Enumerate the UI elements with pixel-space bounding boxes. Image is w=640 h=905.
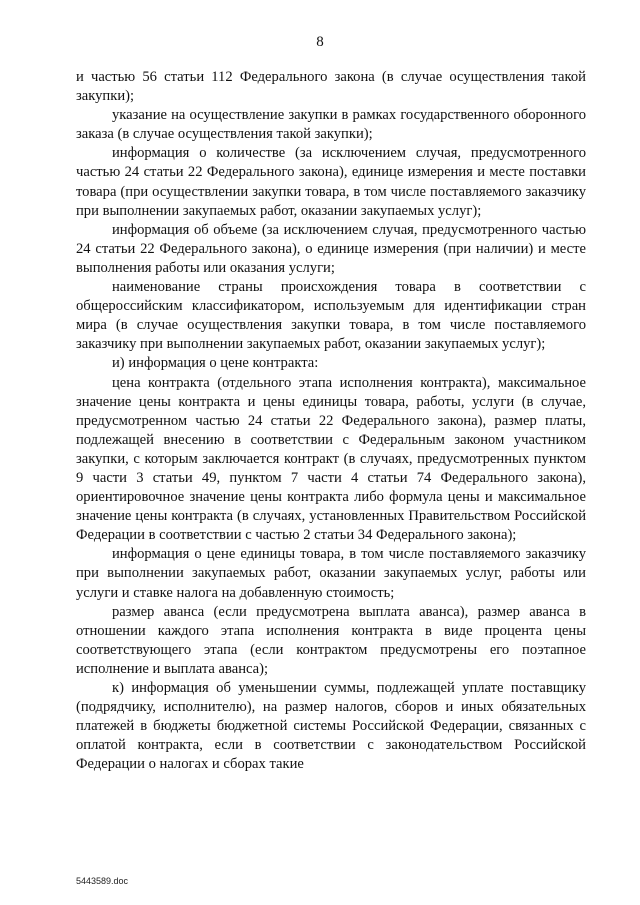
paragraph: информация о цене единицы товара, в том числе поставляемого заказчику при выполнении закупаемых работ, оказании закупаемых услуг, работы или услуги и ставке налога на добавленную стоимость;: [76, 546, 586, 601]
paragraph: и) информация о цене контракта:: [112, 355, 319, 372]
paragraph: цена контракта (отдельного этапа исполнения контракта), максимальное значение цены контракта и цены единицы товара, работы, услуги (в случае, предусмотренном частью 24 статьи 22 Федерального закона), размер платы, подлежащей внесению в соответствии с Федеральным законом участником закупки, с которым заключается контракт (в случаях, предусмотренных пунктом 9 части 3 статьи 49, пунктом 7 части 4 статьи 74 Федерального закона), ориентировочное значение цены контракта либо формула цены и максимальное значение цены контракта (в случаях, установленных Правительством Российской Федерации в соответствии с частью 2 статьи 34 Федерального закона);: [76, 374, 586, 544]
paragraph: информация об объеме (за исключением случая, предусмотренного частью 24 статьи 22 Федерального закона), о единице измерения (при наличии) и месте выполнения работы или оказания услуги;: [76, 221, 586, 276]
paragraph: и частью 56 статьи 112 Федерального закона (в случае осуществления такой закупки);: [76, 69, 586, 105]
paragraph: указание на осуществление закупки в рамках государственного оборонного заказа (в случае осуществления такой закупки);: [76, 107, 586, 143]
footer-filename: 5443589.doc: [76, 876, 129, 886]
paragraph: информация о количестве (за исключением случая, предусмотренного частью 24 статьи 22 Федерального закона), единице измерения и месте поставки товара (при осуществлении закупки товара, в том числе поставляемого заказчику при выполнении закупаемых работ, оказании закупаемых услуг);: [76, 145, 586, 219]
paragraph: к) информация об уменьшении суммы, подлежащей уплате поставщику (подрядчику, исполнителю), на размер налогов, сборов и иных обязательных платежей в бюджеты бюджетной системы Российской Федерации, связанных с оплатой контракта, если в соответствии с законодательством Российской Федерации о налогах и сборах такие: [76, 680, 586, 773]
paragraph: наименование страны происхождения товара в соответствии с общероссийским классификатором, используемым для идентификации стран мира (в случае осуществления закупки товара, в том числе поставляемого заказчику при выполнении закупаемых работ, оказании закупаемых услуг);: [76, 279, 586, 353]
page-number: 8: [316, 34, 324, 50]
paragraph: размер аванса (если предусмотрена выплата аванса), размер аванса в отношении каждого этапа исполнения контракта в виде процента цены соответствующего этапа (если контрактом предусмотрены его поэтапное исполнение и выплата аванса);: [76, 603, 586, 677]
document-body: [76, 68, 586, 774]
